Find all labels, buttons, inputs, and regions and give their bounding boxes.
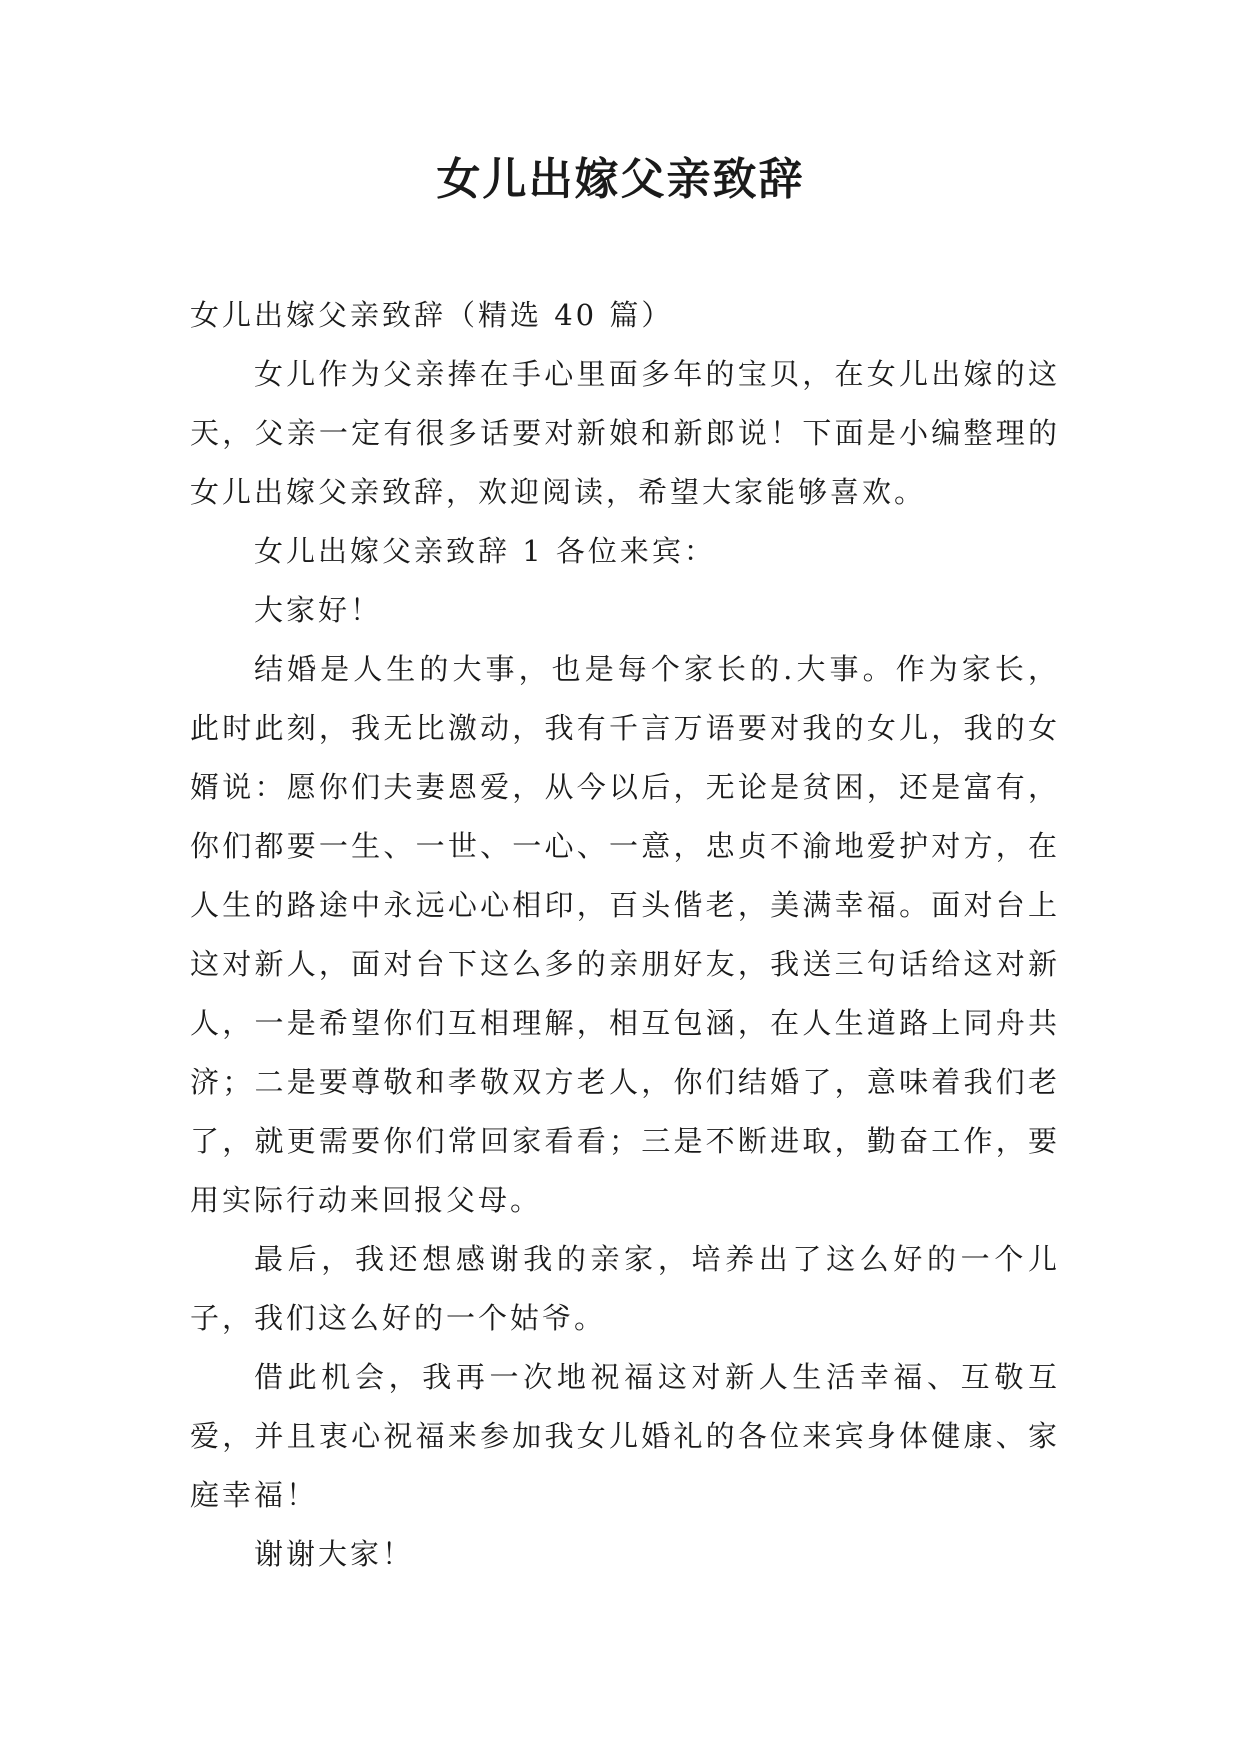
document-title: 女儿出嫁父亲致辞 [436, 154, 805, 205]
paragraph-blessing: 借此机会，我再一次地祝福这对新人生活幸福、互敬互爱，并且衷心祝福来参加我女儿婚礼的各位来宾身体健康、家庭幸福！ [190, 1360, 1060, 1512]
paragraph-greeting: 大家好！ [254, 593, 383, 627]
paragraph-speech-heading: 女儿出嫁父亲致辞 1 各位来宾： [254, 534, 716, 568]
document-body [190, 286, 1060, 1584]
paragraph-thanks-inlaws: 最后，我还想感谢我的亲家，培养出了这么好的一个儿子，我们这么好的一个姑爷。 [190, 1242, 1060, 1335]
paragraph-intro: 女儿作为父亲捧在手心里面多年的宝贝，在女儿出嫁的这天，父亲一定有很多话要对新娘和新郎说！下面是小编整理的女儿出嫁父亲致辞，欢迎阅读，希望大家能够喜欢。 [190, 357, 1060, 509]
paragraph-closing: 谢谢大家！ [254, 1537, 415, 1571]
paragraph-main-speech: 结婚是人生的大事，也是每个家长的.大事。作为家长，此时此刻，我无比激动，我有千言万语要对我的女儿，我的女婿说：愿你们夫妻恩爱，从今以后，无论是贫困，还是富有，你们都要一生、一世、一心、一意，忠贞不渝地爱护对方，在人生的路途中永远心心相印，百头偕老，美满幸福。面对台上这对新人，面对台下这么多的亲朋好友，我送三句话给这对新人，一是希望你们互相理解，相互包涵，在人生道路上同舟共济；二是要尊敬和孝敬双方老人，你们结婚了，意味着我们老了，就更需要你们常回家看看；三是不断进取，勤奋工作，要用实际行动来回报父母。 [190, 652, 1060, 1217]
document-subtitle: 女儿出嫁父亲致辞（精选 40 篇） [190, 298, 674, 332]
